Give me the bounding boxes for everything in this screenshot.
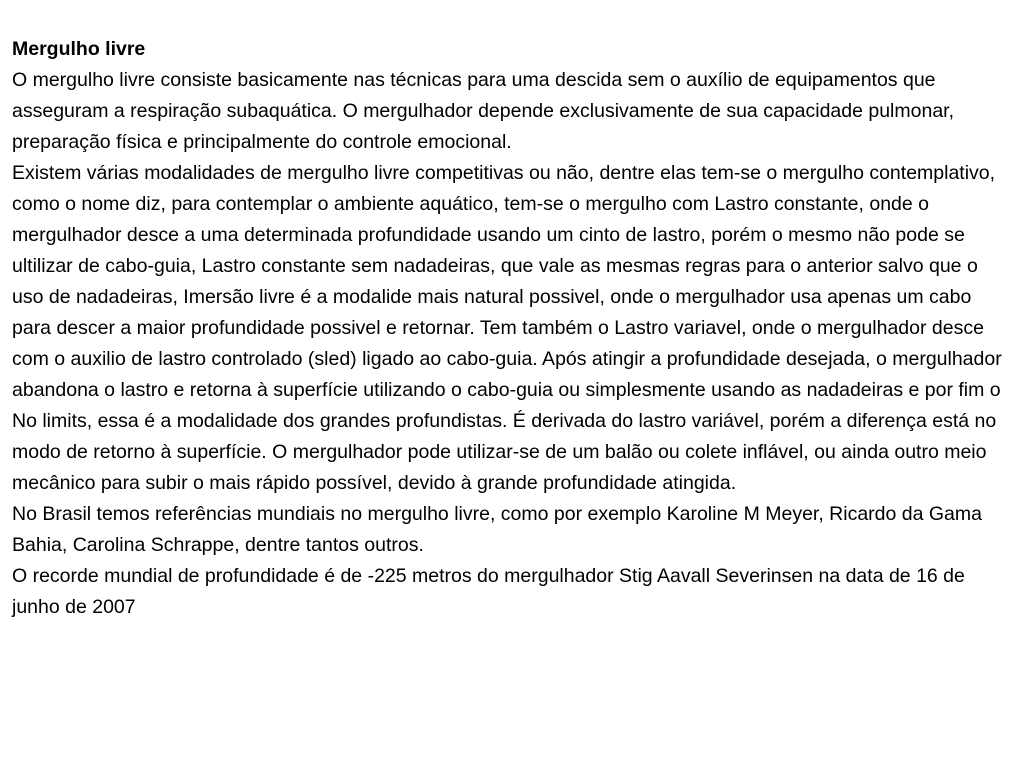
paragraph-intro: O mergulho livre consiste basicamente nas técnicas para uma descida sem o auxílio de equipamentos que asseguram a respiração subaquática. O mergulhador depende exclusivamente de sua capacidade pulmonar, preparação física e principalmente do controle emocional. (12, 69, 954, 153)
paragraph-world-record: O recorde mundial de profundidade é de -225 metros do mergulhador Stig Aavall Severinsen na data de 16 de junho de 2007 (12, 565, 965, 618)
paragraph-brazil-references: No Brasil temos referências mundiais no mergulho livre, como por exemplo Karoline M Meyer, Ricardo da Gama Bahia, Carolina Schrappe, dentre tantos outros. (12, 503, 982, 556)
paragraph-modalities: Existem várias modalidades de mergulho livre competitivas ou não, dentre elas tem-se o mergulho contemplativo, como o nome diz, para contemplar o ambiente aquático, tem-se o mergulho com Lastro constante, onde o mergulhador desce a uma determinada profundidade usando um cinto de lastro, porém o mesmo não pode se ultilizar de cabo-guia, Lastro constante sem nadadeiras, que vale as mesmas regras para o anterior salvo que o uso de nadadeiras, Imersão livre é a modalide mais natural possivel, onde o mergulhador usa apenas um cabo para descer a maior profundidade possivel e retornar. Tem também o Lastro variavel, onde o mergulhador desce com o auxilio de lastro controlado (sled) ligado ao cabo-guia. Após atingir a profundidade desejada, o mergulhador abandona o lastro e retorna à superfície utilizando o cabo-guia ou simplesmente usando as nadadeiras e por fim o No limits, essa é a modalidade dos grandes profundistas. É derivada do lastro variável, porém a diferença está no modo de retorno à superfície. O mergulhador pode utilizar-se de um balão ou colete inflável, ou ainda outro meio mecânico para subir o mais rápido possível, devido à grande profundidade atingida. (12, 162, 1002, 494)
slide-text-block (12, 34, 1012, 623)
page-title: Mergulho livre (12, 38, 146, 60)
